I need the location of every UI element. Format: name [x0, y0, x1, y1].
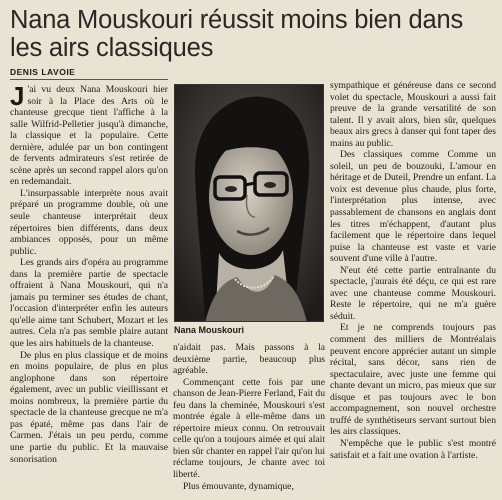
byline-rule	[10, 79, 168, 80]
paragraph: Commençant cette fois par une chanson de Jean-Pierre Ferland, Fait du feu dans la cheminée, Mouskouri s'est montrée égale à elle-même dans un répertoire mieux connu. On retrouvait celle qu'on a toujours aimée et qui alait bien sûr chanter en rappel l'air qu'on lui réclame toujours, Je chante avec toi liberté.	[173, 376, 325, 481]
paragraph: n'aidait pas. Mais passons à la deuxième partie, beaucoup plus agréable.	[173, 342, 325, 377]
article-column-2	[173, 342, 325, 496]
photo-caption: Nana Mouskouri	[174, 325, 245, 335]
paragraph: Les grands airs d'opéra au programme dans la première partie de spectacle offraient à Nana Mouskouri, qui n'a jamais pu terminer ses études de chant, l'occasion d'interpréter enfin les auteurs qu'elle aime tant Schubert, Mozart et les autres. Cela n'a pas semble plaire autant que les airs habituels de la chanteuse.	[10, 257, 168, 350]
paragraph: De plus en plus classique et de moins en moins populaire, de plus en plus anglophone dans son répertoire également, avec un public vieillissant et moins nombreux, la première partie du spectacle de la chanteuse grecque ne m'a pas épaté, même pas dans l'air de Carmen. J'étais un peu perdu, comme une partie du public. Et la mauvaise sonorisation	[10, 349, 168, 465]
portrait-image	[175, 85, 324, 322]
article-column-3	[330, 80, 496, 496]
paragraph: N'empêche que le public s'est montré satisfait et a fait une ovation à l'artiste.	[330, 437, 496, 461]
paragraph: sympathique et généreuse dans ce second volet du spectacle, Mouskouri a aussi fait preuve de la grande versatilité de son talent. Il y avait alors, bien sûr, quelques beaux airs grecs à danser qui font taper des mains au public.	[330, 80, 496, 149]
paragraph: Et je ne comprends toujours pas comment des milliers de Montréalais peuvent encore apprécier autant un simple récital, sans décor, sans rien de spectaculaire, avec juste une femme qui chante devant un micro, pas mieux que sur disque et pas toujours avec le bon accompagnement, son nouvel orchestre truffé de synthétiseurs servant surtout bien les airs classiques.	[330, 322, 496, 438]
paragraph: L'insurpassable interprète nous avait préparé un programme double, où une seule chanteuse interprétait deux répertoires bien différents, dans deux ambiances opposés, pour un même public.	[10, 187, 168, 257]
paragraph: Plus émouvante, dynamique,	[183, 480, 294, 492]
paragraph: N'eut été cette partie entraînante du spectacle, j'aurais été déçu, ce qui est rare avec une chanteuse comme Mouskouri. Reste le répertoire, qui ne m'a guère séduit.	[330, 264, 496, 322]
article-column-1	[10, 84, 168, 496]
byline: DENIS LAVOIE	[10, 67, 76, 77]
drop-cap: J	[10, 84, 25, 111]
headline: Nana Mouskouri réussit moins bien dans les airs classiques	[10, 6, 464, 62]
paragraph: Des classiques comme Comme un soleil, un peu de bouzouki, L'amour en héritage et de Duteil, Prendre un enfant. La voix est devenue plus chaude, plus forte, l'interprétation plus intense, avec passablement de chansons en anglais dont les titres m'échappent, d'autant plus facilement que le répertoire dans lequel puise la chanteuse est vaste et varie souvent d'une ville à l'autre.	[330, 149, 496, 265]
paragraph: J 'ai vu deux Nana Mouskouri hier soir à la Place des Arts où le chanteuse grecque tient l'affiche à la salle Wilfrid-Pelletier jusqu'à dimanche, la classique et la populaire. Cette dernière, adulée par un bon contingent de fervents admirateurs s'est retirée de scène après un second rappel alors qu'on en redemandait.	[10, 84, 168, 188]
portrait-photo	[174, 84, 324, 322]
